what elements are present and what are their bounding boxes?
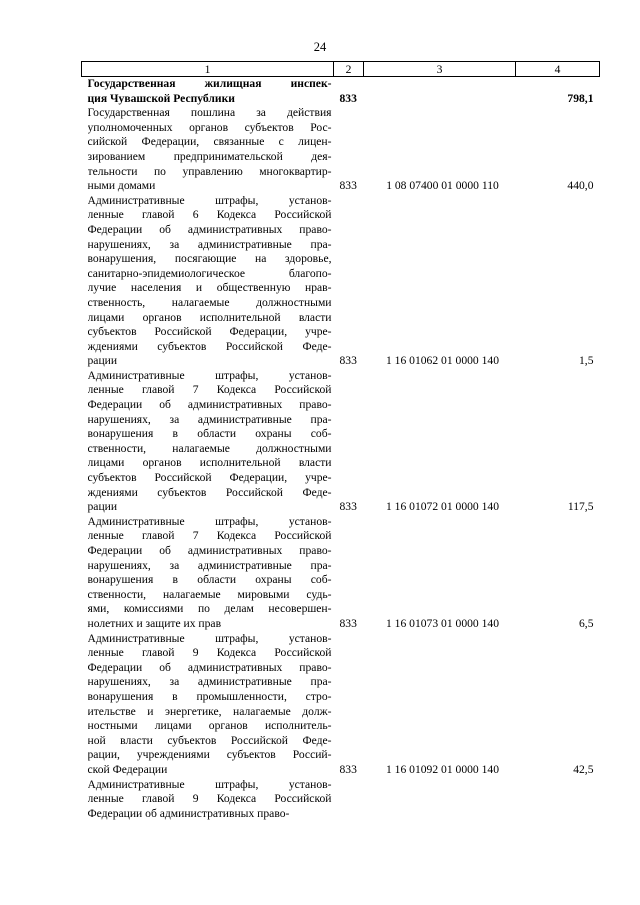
description-line: рации	[87, 354, 118, 368]
row-amount: 6,5	[579, 616, 594, 630]
row-description	[82, 369, 334, 515]
row-amount	[516, 778, 600, 822]
description-line: тельности по управлению многоквартир-	[87, 164, 332, 178]
row-admin-code: 833	[339, 500, 357, 514]
agency-admin-code: 833	[339, 91, 357, 105]
description-line: Административные штрафы, установ-	[87, 193, 332, 207]
description-line: ленные главой 9 Кодекса Российской	[87, 646, 332, 660]
description-line: Федерации об административных право-	[87, 398, 332, 412]
table-row	[82, 369, 600, 515]
description-line: уполномоченных органов субъектов Рос-	[87, 120, 332, 134]
description-line: Административные штрафы, установ-	[87, 631, 332, 645]
description-line: ной власти субъектов Российской Феде-	[87, 733, 332, 747]
agency-name	[82, 77, 334, 107]
table-row	[82, 194, 600, 369]
row-admin-code: 833	[339, 616, 357, 630]
description-line: сийской Федерации, связанные с лицен-	[87, 135, 332, 149]
description-line: ленные главой 7 Кодекса Российской	[87, 383, 332, 397]
description-line: вонарушения в области охраны соб-	[87, 427, 332, 441]
description-line: Федерации об административных право-	[87, 222, 332, 236]
description-line: субъектов Российской Федерации, учре-	[87, 325, 332, 339]
row-budget-code	[364, 778, 516, 822]
table-row	[82, 106, 600, 194]
header-col-2: 2	[334, 62, 364, 77]
description-line: ленные главой 7 Кодекса Российской	[87, 529, 332, 543]
row-amount: 440,0	[567, 179, 594, 193]
description-line: санитарно-эпидемиологическое благопо-	[87, 266, 332, 280]
row-budget-code: 1 16 01073 01 0000 140	[385, 616, 500, 630]
description-line: ственности, налагаемые мировыми судь-	[87, 587, 332, 601]
revenue-table	[81, 61, 600, 821]
description-line: ленные главой 6 Кодекса Российской	[87, 208, 332, 222]
description-line: рации, учреждениями субъектов Россий-	[87, 748, 332, 762]
description-line: субъектов Российской Федерации, учре-	[87, 471, 332, 485]
description-line: нолетних и защите их прав	[87, 616, 222, 630]
row-amount: 1,5	[579, 354, 594, 368]
description-line: лицами органов исполнительной власти	[87, 310, 332, 324]
description-line: ностными лицами органов исполнитель-	[87, 719, 332, 733]
table-row	[82, 632, 600, 778]
description-line: лицами органов исполнительной власти	[87, 456, 332, 470]
description-line: ждениями субъектов Российской Феде-	[87, 339, 332, 353]
row-description	[82, 194, 334, 369]
page-number: 24	[313, 40, 327, 54]
row-budget-code: 1 16 01092 01 0000 140	[385, 762, 500, 776]
description-line: Федерации об административных право-	[87, 660, 332, 674]
description-line: нарушениях, за административные пра-	[87, 237, 332, 251]
description-line: нарушениях, за административные пра-	[87, 675, 332, 689]
description-line: нарушениях, за административные пра-	[87, 412, 332, 426]
header-col-4: 4	[516, 62, 600, 77]
row-description	[82, 778, 334, 822]
header-col-3: 3	[364, 62, 516, 77]
description-line: ждениями субъектов Российской Феде-	[87, 485, 332, 499]
header-col-1: 1	[82, 62, 334, 77]
description-line: вонарушения в промышленности, стро-	[87, 689, 332, 703]
agency-name-line: ция Чувашской Республики	[87, 91, 235, 105]
description-line: зированием предпринимательской дея-	[87, 149, 332, 163]
row-admin-code: 833	[339, 762, 357, 776]
agency-name-line: Государственная жилищная инспек-	[87, 77, 332, 90]
description-line: ными домами	[87, 179, 156, 193]
table-header-row	[82, 62, 600, 77]
description-line: ями, комиссиями по делам несовершен-	[87, 602, 332, 616]
description-line: вонарушения, посягающие на здоровье,	[87, 252, 332, 266]
row-budget-code: 1 16 01072 01 0000 140	[385, 500, 500, 514]
description-line: ленные главой 9 Кодекса Российской	[87, 792, 332, 806]
table-row	[82, 778, 600, 822]
row-budget-code: 1 16 01062 01 0000 140	[385, 354, 500, 368]
description-line: Федерации об административных право-	[87, 806, 290, 820]
description-line: ительстве и энергетике, налагаемые долж-	[87, 704, 332, 718]
row-description	[82, 632, 334, 778]
description-line: ственности, налагаемые должностными	[87, 441, 332, 455]
row-description	[82, 106, 334, 194]
table-row	[82, 515, 600, 632]
description-line: Федерации об административных право-	[87, 544, 332, 557]
table-body	[82, 77, 600, 822]
description-line: Государственная пошлина за действия	[87, 106, 332, 120]
agency-budget-code	[364, 77, 516, 107]
description-line: Административные штрафы, установ-	[87, 777, 332, 791]
description-line: Административные штрафы, установ-	[87, 368, 332, 382]
description-line: рации	[87, 500, 118, 514]
agency-amount: 798,1	[567, 91, 594, 105]
row-budget-code: 1 08 07400 01 0000 110	[386, 179, 499, 193]
row-admin-code: 833	[339, 354, 357, 368]
row-admin-code: 833	[339, 179, 357, 193]
description-line: Административные штрафы, установ-	[87, 514, 332, 528]
description-line: лучие населения и общественную нрав-	[87, 281, 332, 295]
description-line: ственность, налагаемые должностными	[87, 295, 332, 309]
row-amount: 42,5	[573, 762, 594, 776]
row-description	[82, 515, 334, 632]
row-amount: 117,5	[567, 500, 594, 514]
row-admin-code	[334, 778, 364, 822]
agency-row	[82, 77, 600, 107]
description-line: нарушениях, за административные пра-	[87, 558, 332, 572]
description-line: ской Федерации	[87, 762, 168, 776]
description-line: вонарушения в области охраны соб-	[87, 573, 332, 587]
